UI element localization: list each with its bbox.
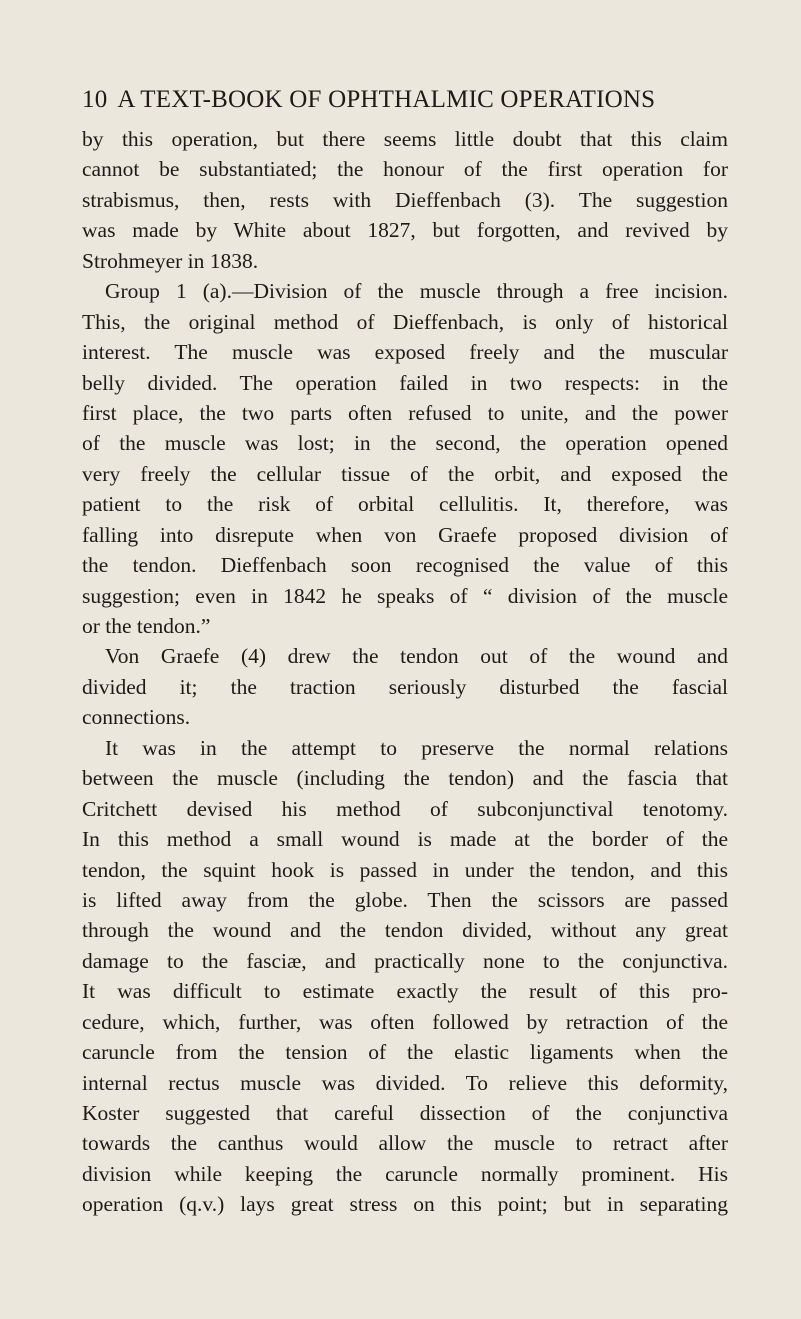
text-line: first place, the two parts often refused to unite, and the power xyxy=(82,400,728,425)
text-line: interest. The muscle was exposed freely and the muscular xyxy=(82,340,728,365)
running-head xyxy=(82,84,722,116)
text-line: patient to the risk of orbital cellulitis. It, therefore, was xyxy=(82,492,728,517)
body-text xyxy=(82,124,728,1220)
text-line: In this method a small wound is made at the border of the xyxy=(82,827,728,852)
text-line: Koster suggested that careful dissection of the conjunctiva xyxy=(82,1101,728,1125)
text-line: was made by White about 1827, but forgotten, and revived by xyxy=(82,218,728,243)
text-line: damage to the fasciæ, and practically none to the conjunctiva. xyxy=(82,948,728,973)
text-line: strabismus, then, rests with Dieffenbach (3). The suggestion xyxy=(82,187,728,212)
text-line: cannot be substantiated; the honour of the first operation for xyxy=(82,157,728,182)
text-line: Strohmeyer in 1838. xyxy=(82,248,259,273)
text-line: or the tendon.” xyxy=(82,614,211,638)
text-line: This, the original method of Dieffenbach, is only of historical xyxy=(82,309,728,334)
text-line: divided it; the traction seriously disturbed the fascial xyxy=(82,674,728,699)
text-line: is lifted away from the globe. Then the scissors are passed xyxy=(82,887,728,912)
text-line: suggestion; even in 1842 he speaks of “ division of the muscle xyxy=(82,583,728,608)
text-line: Group 1 (a).—Division of the muscle through a free incision. xyxy=(105,279,728,304)
text-line: by this operation, but there seems little doubt that this claim xyxy=(82,127,728,151)
text-line: between the muscle (including the tendon) and the fascia that xyxy=(82,766,728,791)
text-line: internal rectus muscle was divided. To relieve this deformity, xyxy=(82,1070,728,1095)
text-line: connections. xyxy=(82,705,191,730)
text-line: division while keeping the caruncle normally prominent. His xyxy=(82,1161,728,1186)
text-line: It was in the attempt to preserve the normal relations xyxy=(105,735,728,760)
text-line: It was difficult to estimate exactly the result of this pro- xyxy=(82,979,728,1004)
text-line: Critchett devised his method of subconjunctival tenotomy. xyxy=(82,796,728,821)
text-line: cedure, which, further, was often followed by retraction of the xyxy=(82,1009,728,1034)
page-number: 10 xyxy=(82,86,108,113)
text-line: Von Graefe (4) drew the tendon out of the wound and xyxy=(105,644,728,669)
book-title: A TEXT-BOOK OF OPHTHALMIC OPERATIONS xyxy=(117,86,656,113)
text-line: the tendon. Dieffenbach soon recognised the value of this xyxy=(82,553,728,578)
text-line: through the wound and the tendon divided, without any great xyxy=(82,918,728,943)
text-line: caruncle from the tension of the elastic ligaments when the xyxy=(82,1040,728,1065)
text-line: falling into disrepute when von Graefe proposed division of xyxy=(82,522,728,547)
text-line: tendon, the squint hook is passed in under the tendon, and this xyxy=(82,857,728,882)
text-line: very freely the cellular tissue of the orbit, and exposed the xyxy=(82,461,728,486)
text-line: of the muscle was lost; in the second, the operation opened xyxy=(82,431,728,456)
text-line: operation (q.v.) lays great stress on this point; but in separating xyxy=(82,1192,728,1217)
text-line: belly divided. The operation failed in two respects: in the xyxy=(82,370,728,395)
text-line: towards the canthus would allow the muscle to retract after xyxy=(82,1131,728,1156)
